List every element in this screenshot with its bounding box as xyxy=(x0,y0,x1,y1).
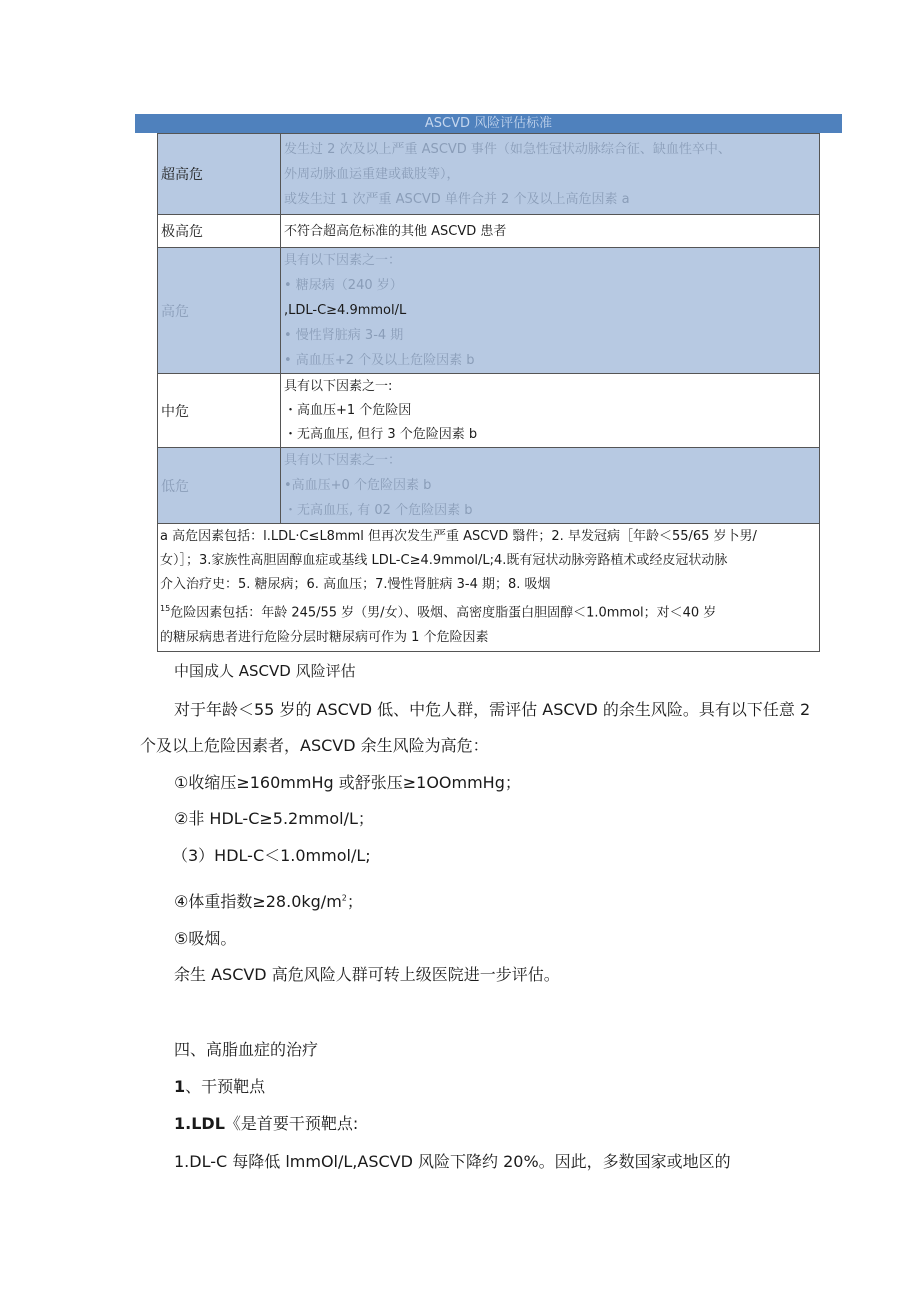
subsection-line xyxy=(174,1111,358,1134)
superscript: 2 xyxy=(341,893,347,903)
footnote-a-line: 介入治疗史：5. 糖尿病；6. 高血压；7.慢性肾脏病 3-4 期；8. 吸烟 xyxy=(160,577,551,593)
paragraph-line: 1.DL-C 每降低 lmmOl/L,ASCVD 风险下降约 20%。因此，多数国家或地区的 xyxy=(174,1152,731,1171)
table-row-medium xyxy=(158,374,820,448)
table-row-very-high xyxy=(158,215,820,248)
criteria-line: ・高血压+1 个危险因 xyxy=(284,402,412,418)
subsection-heading xyxy=(174,1074,265,1097)
criteria-line: • 高血压+2 个及以上危险因素 b xyxy=(284,353,475,368)
paragraph-line: 对于年龄＜55 岁的 ASCVD 低、中危人群，需评估 ASCVD 的余生风险。具有以下任意 2 xyxy=(174,700,811,719)
criteria-line: 外周动脉血运重建或截肢等）， xyxy=(284,166,460,182)
footnote-a-line: 女）］；3.家族性高胆固醇血症或基线 LDL-C≥4.9mmol/L;4.既有冠状动脉旁路植术或经皮冠状动脉 xyxy=(160,553,728,569)
criteria-line: 具有以下因素之一： xyxy=(284,253,402,268)
criteria-line: •高血压+0 个危险因素 b xyxy=(284,478,432,493)
footnote-marker: 15 xyxy=(160,604,171,614)
footnote-b-line: 的糖尿病患者进行危险分层时糖尿病可作为 1 个危险因素 xyxy=(160,629,489,645)
list-item: ①收缩压≥160mmHg 或舒张压≥1OOmmHg； xyxy=(174,773,521,792)
risk-criteria xyxy=(281,448,820,524)
list-item: ②非 HDL-C≥5.2mmol/L； xyxy=(174,809,374,828)
risk-table xyxy=(157,133,820,652)
line-text: 《是首要干预靶点: xyxy=(224,1114,359,1133)
list-item-text: ④体重指数≥28.0kg/m xyxy=(174,892,342,911)
list-item: （3）HDL-C＜1.0mmol/L; xyxy=(172,846,371,865)
table-row-super-high xyxy=(158,134,820,215)
paragraph-line: 余生 ASCVD 高危风险人群可转上级医院进一步评估。 xyxy=(174,965,560,984)
table-footnotes xyxy=(158,524,820,652)
section-heading: 四、高脂血症的治疗 xyxy=(174,1040,319,1059)
footnote-a-line: a 高危因素包括：l.LDL·C≤L8mml 但再次发生严重 ASCVD 翳件；2. 早发冠病［年龄＜55/65 岁卜男/ xyxy=(160,529,757,545)
footnote-b-line xyxy=(160,597,817,625)
table-row-low xyxy=(158,448,820,524)
list-item xyxy=(174,889,363,912)
risk-level: 超高危 xyxy=(158,134,281,215)
footnote-b-text: 危险因素包括：年龄 245/55 岁（男/女）、吸烟、高密度脂蛋白胆固醇＜1.0mmol；对＜40 岁 xyxy=(170,605,717,621)
criteria-line: 发生过 2 次及以上严重 ASCVD 事件（如急性冠状动脉综合征、缺血性卒中、 xyxy=(284,141,731,157)
list-item: ⑤吸烟。 xyxy=(174,929,237,948)
risk-criteria xyxy=(281,248,820,374)
bold-text: 1.LDL xyxy=(174,1114,225,1133)
risk-level: 低危 xyxy=(158,448,281,524)
table-row-high xyxy=(158,248,820,374)
criteria-line: ・无高血压, 有 02 个危险因素 b xyxy=(284,503,473,518)
criteria-line: • 慢性肾脏病 3-4 期 xyxy=(284,328,404,343)
criteria-line: 不符合超高危标准的其他 ASCVD 患者 xyxy=(284,223,507,239)
risk-level: 高危 xyxy=(158,248,281,374)
criteria-line: ・无高血压, 但行 3 个危险因素 b xyxy=(284,426,478,442)
risk-level: 极高危 xyxy=(158,215,281,248)
heading-number: 1 xyxy=(174,1077,186,1096)
criteria-line: ,LDL-C≥4.9mmol/L xyxy=(284,303,407,318)
criteria-line: • 糖尿病（240 岁） xyxy=(284,278,403,293)
table-title: ASCVD 风险评估标准 xyxy=(135,114,842,133)
risk-criteria xyxy=(281,134,820,215)
risk-level: 中危 xyxy=(158,374,281,448)
risk-criteria xyxy=(281,215,820,248)
subtitle: 中国成人 ASCVD 风险评估 xyxy=(174,662,356,680)
criteria-line: 或发生过 1 次严重 ASCVD 单件合并 2 个及以上高危因素 a xyxy=(284,191,630,207)
risk-criteria xyxy=(281,374,820,448)
criteria-line: 具有以下因素之一: xyxy=(284,378,393,394)
paragraph-line: 个及以上危险因素者，ASCVD 余生风险为高危： xyxy=(140,736,489,755)
heading-text: 、干预靶点 xyxy=(185,1077,266,1096)
list-item-text: ； xyxy=(346,892,363,911)
criteria-line: 具有以下因素之一： xyxy=(284,453,402,468)
table-notes-row xyxy=(158,524,820,652)
